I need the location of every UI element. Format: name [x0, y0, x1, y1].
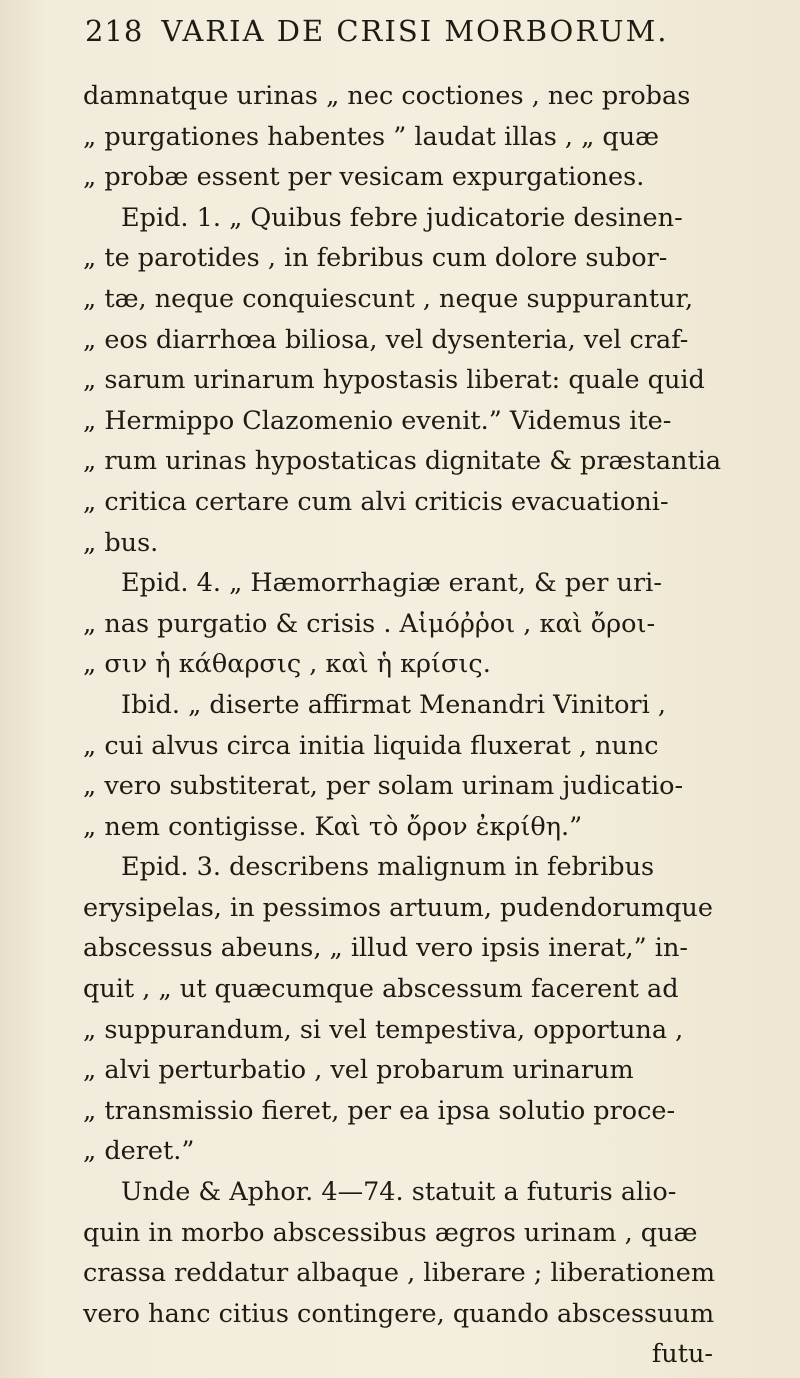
text-line: „ deret.”	[83, 1136, 195, 1167]
text-line: „ rum urinas hypostaticas dignitate & præstantia	[83, 446, 722, 477]
text-line: „ critica certare cum alvi criticis evacuationi-	[83, 486, 669, 517]
text-line: „ alvi perturbatio , vel probarum urinarum	[83, 1055, 634, 1086]
text-line: „ nem contigisse. Καὶ τὸ ὄρον ἐκρίθη.”	[83, 811, 583, 842]
text-line: „ bus.	[83, 527, 159, 558]
body-text	[83, 76, 783, 1375]
text-line: abscessus abeuns, „ illud vero ipsis inerat,” in-	[83, 933, 688, 964]
text-line: „ transmissio fieret, per ea ipsa solutio proce-	[83, 1095, 676, 1126]
running-title: VARIA DE CRISI MORBORUM.	[161, 14, 669, 48]
text-line: quin in morbo abscessibus ægros urinam , quæ	[83, 1217, 698, 1248]
text-line: damnatque urinas „ nec coctiones , nec probas	[83, 81, 691, 111]
text-line: „ σιν ἡ κάθαρσις , καὶ ἡ κρίσις.	[83, 649, 491, 680]
text-line: „ nas purgatio & crisis . Αἱμόῤῥοι , καὶ ὄροι-	[83, 608, 656, 639]
text-line: „ sarum urinarum hypostasis liberat: quale quid	[83, 365, 705, 396]
text-line: Ibid. „ diserte affirmat Menandri Vinitori ,	[121, 689, 666, 720]
text-line: futu-	[651, 1339, 713, 1370]
text-line: „ purgationes habentes ” laudat illas , „ quæ	[83, 121, 660, 152]
text-line: „ tæ, neque conquiescunt , neque suppurantur,	[83, 283, 694, 314]
text-line: Epid. 4. „ Hæmorrhagiæ erant, & per uri-	[121, 568, 662, 599]
text-line: Unde & Aphor. 4—74. statuit a futuris alio-	[121, 1177, 677, 1208]
page-number: 218	[85, 14, 144, 48]
text-line: „ suppurandum, si vel tempestiva, opportuna ,	[83, 1014, 684, 1045]
text-line: „ te parotides , in febribus cum dolore subor-	[83, 243, 668, 274]
text-line: Epid. 3. describens malignum in febribus	[121, 852, 655, 883]
text-line: „ probæ essent per vesicam expurgationes.	[83, 162, 645, 193]
text-line: Epid. 1. „ Quibus febre judicatorie desinen-	[121, 202, 683, 233]
text-line: „ cui alvus circa initia liquida fluxerat , nunc	[83, 730, 659, 761]
text-line: „ Hermippo Clazomenio evenit.” Videmus ite-	[83, 405, 672, 436]
page-header	[85, 14, 785, 54]
text-line: „ eos diarrhœa biliosa, vel dysenteria, vel craf-	[83, 324, 689, 355]
text-line: vero hanc citius contingere, quando abscessuum	[83, 1298, 715, 1329]
text-line: „ vero substiterat, per solam urinam judicatio-	[83, 771, 684, 802]
text-line: erysipelas, in pessimos artuum, pudendorumque	[83, 892, 713, 923]
text-line: quit , „ ut quæcumque abscessum facerent ad	[83, 974, 679, 1005]
text-line: crassa reddatur albaque , liberare ; liberationem	[83, 1258, 716, 1289]
